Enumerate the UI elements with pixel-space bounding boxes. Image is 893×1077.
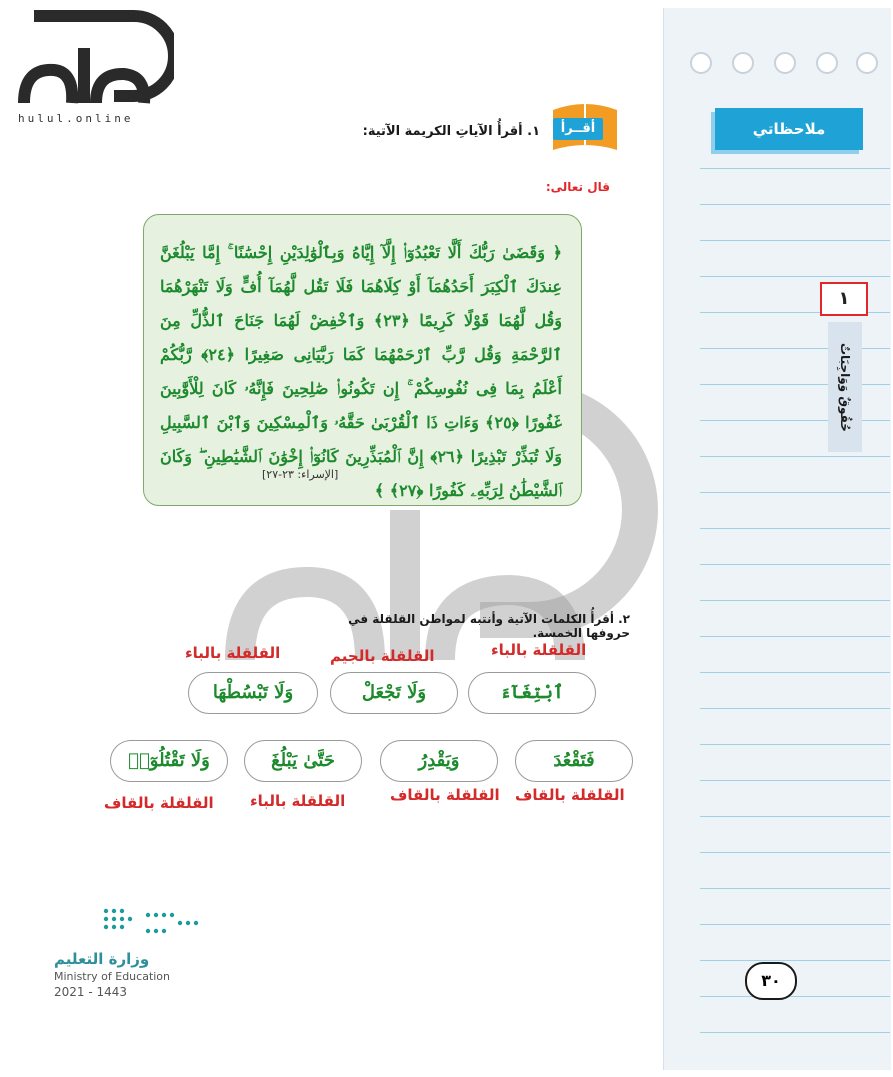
notes-ruled-line (700, 672, 890, 673)
notes-ruled-line (700, 996, 890, 997)
question2-title: ٢. أقرأُ الكلمات الآتية وأنتبه لمواطن القلقلة في حروفها الخمسة. (348, 612, 630, 640)
page-number: ٣٠ (745, 962, 797, 1000)
word-pill: وَلَا تَجْعَلْ (330, 672, 458, 714)
ministry-logo-icon (100, 905, 205, 941)
ministry-name-ar: وزارة التعليم (54, 950, 150, 968)
notes-ruled-line (700, 960, 890, 961)
qalqala-label: القلقلة بالباء (491, 641, 587, 659)
notes-title: ملاحظاتي (715, 108, 863, 150)
notes-ruled-line (700, 744, 890, 745)
word-pill: وَيَقْدِرُ (380, 740, 498, 782)
notes-ruled-line (700, 852, 890, 853)
notes-ruled-line (700, 1032, 890, 1033)
qalqala-label: القلقلة بالقاف (104, 794, 214, 812)
binder-hole (856, 52, 878, 74)
question1-intro: قال تعالى: (545, 180, 610, 194)
notes-ruled-line (700, 816, 890, 817)
qalqala-label: القلقلة بالباء (250, 792, 346, 810)
word-pill: ٱبْتِغَآءَ (468, 672, 596, 714)
binder-hole (774, 52, 796, 74)
notes-ruled-line (700, 636, 890, 637)
word-pill: حَتَّىٰ يَبْلُغَ (244, 740, 362, 782)
notes-ruled-line (700, 564, 890, 565)
word-pill: فَتَقْعُدَ (515, 740, 633, 782)
hulul-logo-text: hulul.online (18, 112, 134, 125)
binder-hole (732, 52, 754, 74)
notes-ruled-line (700, 600, 890, 601)
verse-reference: [الإسراء: ٢٣-٢٧] (262, 468, 339, 481)
notes-ruled-line (700, 888, 890, 889)
unit-side-label: حُقُوقٌ وَوَاجِبَاتٌ (828, 322, 862, 452)
notes-ruled-line (700, 708, 890, 709)
question1-title: ١. أقرأُ الآياتِ الكريمة الآتية: (362, 124, 540, 139)
binder-hole (816, 52, 838, 74)
notes-ruled-line (700, 204, 890, 205)
notes-ruled-line (700, 528, 890, 529)
notes-ruled-line (700, 456, 890, 457)
notes-ruled-line (700, 924, 890, 925)
edition-year: 2021 - 1443 (54, 985, 128, 999)
word-pill: وَلَا تَقْتُلُوٓا۟ (110, 740, 228, 782)
qalqala-label: القلقلة بالقاف (515, 786, 625, 804)
notes-ruled-line (700, 492, 890, 493)
qalqala-label: القلقلة بالقاف (390, 786, 500, 804)
notes-ruled-line (700, 240, 890, 241)
word-pill: وَلَا تَبْسُطْهَا (188, 672, 318, 714)
iqra-badge: أقــرأ (553, 118, 603, 140)
qalqala-label: القلقلة بالباء (185, 644, 281, 662)
binder-hole (690, 52, 712, 74)
notes-ruled-line (700, 276, 890, 277)
notes-ruled-line (700, 780, 890, 781)
quran-verses: ﴿ وَقَضَىٰ رَبُّكَ أَلَّا تَعْبُدُوٓا۟ إِلَّآ إِيَّاهُ وَبِٱلْوَٰلِدَيْنِ إِحْسَٰنًا ۚ إِمَّا يَبْلُغَنَّ عِندَكَ ٱلْكِبَرَ أَحَدُهُمَآ أَوْ كِلَاهُمَا فَلَا تَقُل لَّهُمَآ أُفٍّ وَلَا تَنْهَرْهُمَا وَقُل لَّهُمَا قَوْلًا كَرِيمًا ﴿٢٣﴾ وَٱخْفِضْ لَهُمَا جَنَاحَ ٱلذُّلِّ مِنَ ٱلرَّحْمَةِ وَقُل رَّبِّ ٱرْحَمْهُمَا كَمَا رَبَّيَانِى صَغِيرًا ﴿٢٤﴾ رَّبُّكُمْ أَعْلَمُ بِمَا فِى نُفُوسِكُمْ ۚ إِن تَكُونُوا۟ صَٰلِحِينَ فَإِنَّهُۥ كَانَ لِلْأَوَّٰبِينَ غَفُورًا ﴿٢٥﴾ وَءَاتِ ذَا ٱلْقُرْبَىٰ حَقَّهُۥ وَٱلْمِسْكِينَ وَٱبْنَ ٱلسَّبِيلِ وَلَا تُبَذِّرْ تَبْذِيرًا ﴿٢٦﴾ إِنَّ ٱلْمُبَذِّرِينَ كَانُوٓا۟ إِخْوَٰنَ ٱلشَّيَٰطِينِ ۖ وَكَانَ ٱلشَّيْطَٰنُ لِرَبِّهِۦ كَفُورًا ﴿٢٧﴾ ﴾ (160, 243, 563, 500)
notes-ruled-line (700, 168, 890, 169)
unit-number: ١ (820, 282, 868, 316)
ministry-name-en: Ministry of Education (54, 970, 171, 983)
qalqala-label: القلقلة بالجيم (330, 647, 435, 665)
